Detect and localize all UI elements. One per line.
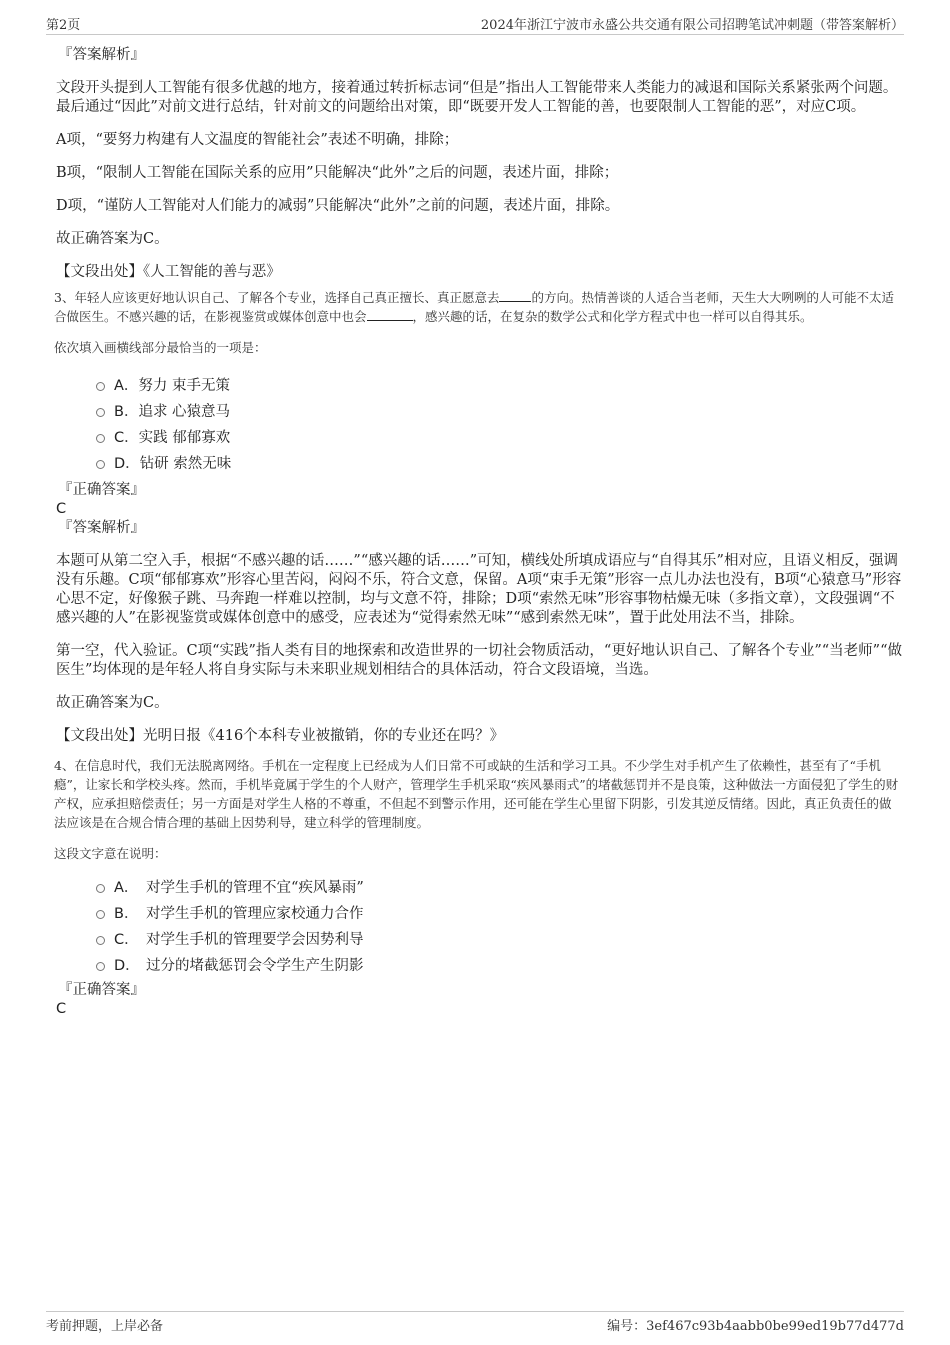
page-number: 第2页 bbox=[46, 18, 81, 33]
conclusion: 故正确答案为C。 bbox=[56, 695, 169, 711]
analysis-paragraph: 第一空，代入验证。C项“实践”指人类有目的地探索和改造世界的一切社会物质活动，“更好地认识自己、了解各个专业”“当老师”“做医生”均体现的是年轻人将自身实际与未来职业规划相结合的具体活动，符合文段语境，当选。 bbox=[56, 643, 902, 678]
source-note: 【文段出处】《人工智能的善与恶》 bbox=[56, 264, 281, 280]
analysis-option-b: B项，“限制人工智能在国际关系的应用”只能解决“此外”之后的问题，表述片面，排除； bbox=[56, 165, 619, 181]
option-b[interactable]: B． 对学生手机的管理应家校通力合作 bbox=[96, 899, 902, 925]
analysis-option-d: D项，“谨防人工智能对人们能力的减弱”只能解决“此外”之前的问题，表述片面，排除。 bbox=[56, 198, 620, 214]
radio-button[interactable] bbox=[96, 910, 105, 919]
document-title: 2024年浙江宁波市永盛公共交通有限公司招聘笔试冲刺题（带答案解析） bbox=[480, 18, 904, 33]
question-3-prompt: 依次填入画横线部分最恰当的一项是： bbox=[54, 340, 267, 355]
radio-button[interactable] bbox=[96, 884, 105, 893]
question-4-options bbox=[96, 873, 902, 977]
conclusion: 故正确答案为C。 bbox=[56, 231, 169, 247]
analysis-option-a: A项，“要努力构建有人文温度的智能社会”表述不明确，排除； bbox=[56, 132, 459, 148]
radio-button[interactable] bbox=[96, 962, 105, 971]
radio-button[interactable] bbox=[96, 460, 105, 469]
correct-answer-label: 『正确答案』 bbox=[58, 482, 145, 498]
radio-button[interactable] bbox=[96, 434, 105, 443]
analysis-paragraph: 文段开头提到人工智能有很多优越的地方，接着通过转折标志词“但是”指出人工智能带来人类能力的减退和国际关系紧张两个问题。最后通过“因此”对前文进行总结，针对前文的问题给出对策，即“既要开发人工智能的善，也要限制人工智能的恶”，对应C项。 bbox=[56, 80, 898, 115]
option-a[interactable]: A． 努力 束手无策 bbox=[96, 371, 902, 397]
page-footer bbox=[46, 1311, 904, 1334]
source-note: 【文段出处】光明日报《416个本科专业被撤销，你的专业还在吗？》 bbox=[56, 728, 505, 744]
option-c[interactable]: C． 实践 郁郁寡欢 bbox=[96, 423, 902, 449]
question-4-stem: 4、在信息时代，我们无法脱离网络。手机在一定程度上已经成为人们日常不可或缺的生活和学习工具。不少学生对手机产生了依赖性，甚至有了“手机瘾”，让家长和学校头疼。然而，手机毕竟属于学生的个人财产，管理学生手机采取“疾风暴雨式”的堵截惩罚并不是良策，这种做法一方面侵犯了学生的财产权，应承担赔偿责任；另一方面是对学生人格的不尊重，不但起不到警示作用，还可能在学生心里留下阴影，引发其逆反情绪。因此，真正负责任的做法应该是在合规合情合理的基础上因势利导，建立科学的管理制度。 bbox=[54, 758, 899, 830]
blank-line bbox=[499, 289, 531, 302]
blank-line bbox=[367, 308, 413, 321]
page-content bbox=[56, 46, 902, 1019]
correct-answer-label: 『正确答案』 bbox=[58, 982, 145, 998]
option-d[interactable]: D． 钻研 索然无味 bbox=[96, 449, 902, 475]
analysis-label: 『答案解析』 bbox=[58, 520, 145, 536]
footer-slogan: 考前押题，上岸必备 bbox=[46, 1319, 164, 1334]
radio-button[interactable] bbox=[96, 408, 105, 417]
document-id: 编号：3ef467c93b4aabb0be99ed19b77d477d bbox=[607, 1319, 904, 1334]
option-d[interactable]: D． 过分的堵截惩罚会令学生产生阴影 bbox=[96, 951, 902, 977]
question-3-stem: 3、年轻人应该更好地认识自己、了解各个专业，选择自己真正擅长、真正愿意去 的方向。热情善谈的人适合当老师，天生大大咧咧的人可能不太适合做医生。不感兴趣的话，在影视鉴赏或媒体创意中也会 ，感兴趣的话，在复杂的数学公式和化学方程式中也一样可以自得其乐。 bbox=[54, 290, 894, 324]
radio-button[interactable] bbox=[96, 382, 105, 391]
page-header bbox=[46, 14, 904, 35]
option-b[interactable]: B． 追求 心猿意马 bbox=[96, 397, 902, 423]
option-a[interactable]: A． 对学生手机的管理不宜“疾风暴雨” bbox=[96, 873, 902, 899]
analysis-paragraph: 本题可从第二空入手，根据“不感兴趣的话……”“感兴趣的话……”可知，横线处所填成语应与“自得其乐”相对应，且语义相反，强调没有乐趣。C项“郁郁寡欢”形容心里苦闷，闷闷不乐，符合文意，保留。A项“束手无策”形容一点儿办法也没有，B项“心猿意马”形容心思不定，好像猴子跳、马奔跑一样难以控制，均与文意不符，排除；D项“索然无味”形容事物枯燥无味（多指文章），文段强调“不感兴趣的人”在影视鉴赏或媒体创意中的感受，应表述为“觉得索然无味”“感到索然无味”，置于此处用法不当，排除。 bbox=[56, 553, 902, 626]
question-4-prompt: 这段文字意在说明： bbox=[54, 846, 167, 861]
correct-answer: C bbox=[56, 1001, 67, 1017]
radio-button[interactable] bbox=[96, 936, 105, 945]
option-c[interactable]: C． 对学生手机的管理要学会因势利导 bbox=[96, 925, 902, 951]
question-3-options bbox=[96, 371, 902, 475]
correct-answer: C bbox=[56, 501, 67, 517]
analysis-label: 『答案解析』 bbox=[58, 47, 145, 63]
